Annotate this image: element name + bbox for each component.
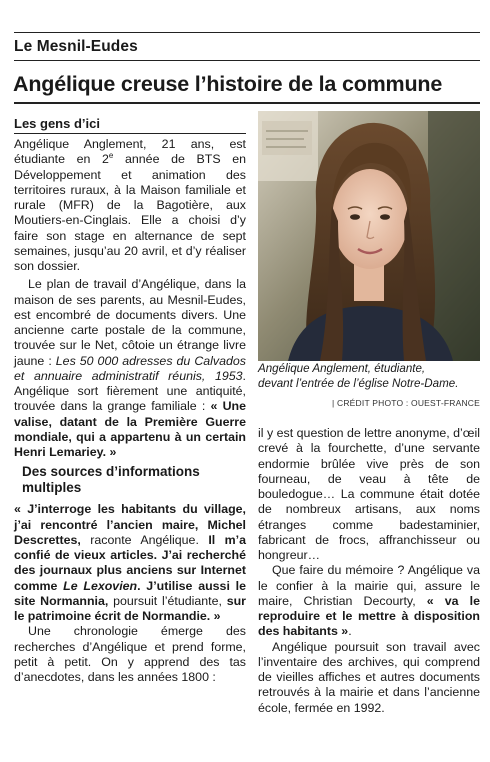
paragraph-1: Angélique Anglement, 21 ans, est étudiante en 2e année de BTS en Développement et animation des territoires ruraux, à la Maison familiale et rurale (MFR) de la Bagotière, aux Moutiers-en-Cinglais. Elle a choisi d’y faire son stage en alternance de sept semaines, jusqu’au 20 avril, et d’y réaliser son dossier.: [14, 137, 247, 273]
subheading: Des sources d’informations multiples: [22, 464, 200, 496]
paragraph-4-continued: il y est question de lettre anonyme, d’œil crevé à la fourchette, d’une servante endormie brûlée vive près de son fourneau, de veau à tête de bouledogue… La commune était dotée de nombreux artisans, aux noms étranges comme badestaminier, fabricant de frocs, affranchisseur ou hongreur…: [258, 426, 480, 562]
portrait-illustration: [258, 111, 480, 361]
paragraph-2: Le plan de travail d’Angélique, dans la maison de ses parents, au Mesnil-Eudes, est encombré de documents divers. Une ancienne carte postale de la commune, trouvée sur le Net, côtoie un étrange livre jaune : Les 50 000 adresses du Calvados et annuaire administratif réunis, 1953. Angélique sort fièrement une antiquité, trouvée dans la grange familiale : « Une valise, datant de la Première Guerre mondiale, qui a appartenu à un certain Henri Lemariey. »: [14, 277, 246, 459]
paragraph-5: Que faire du mémoire ? Angélique va le confier à la mairie qui, assure le maire, Christian Decourty, « va le reproduire et le mettre à disposition des habitants ».: [258, 563, 480, 639]
kicker-rule: [14, 133, 246, 134]
headline: Angélique creuse l’histoire de la commune: [13, 72, 443, 96]
headline-rule: [14, 102, 480, 104]
article-column-2: [258, 426, 480, 716]
paragraph-4: Une chronologie émerge des recherches d’Angélique et prend forme, petit à petit. On y apprend des tas d’anecdotes, dans les années 1800 :: [14, 624, 246, 684]
paragraph-3: « J’interroge les habitants du village, j’ai rencontré l’ancien maire, Michel Descrettes, raconte Angélique. Il m’a confié de vieux articles. J’ai recherché des journaux plus anciens sur Internet comme Le Lexovien. J’utilise aussi le site Normannia, poursuit l’étudiante, sur le patrimoine écrit de Normandie. »: [14, 502, 246, 623]
location-label: Le Mesnil-Eudes: [14, 38, 138, 55]
article-column-1: [14, 137, 246, 685]
paragraph-6: Angélique poursuit son travail avec l’inventaire des archives, qui comprend de vieilles affiches et autres documents retrouvés à la mairie et dans l’ancienne école, fermée en 1992.: [258, 639, 480, 715]
kicker-label: Les gens d’ici: [14, 116, 100, 131]
top-rule: [14, 32, 480, 33]
location-rule: [14, 60, 480, 61]
portrait-photo: [258, 111, 480, 361]
photo-credit: | CRÉDIT PHOTO : OUEST-FRANCE: [332, 398, 480, 408]
photo-caption: Angélique Anglement, étudiante, devant l’entrée de l’église Notre-Dame.: [258, 362, 459, 390]
